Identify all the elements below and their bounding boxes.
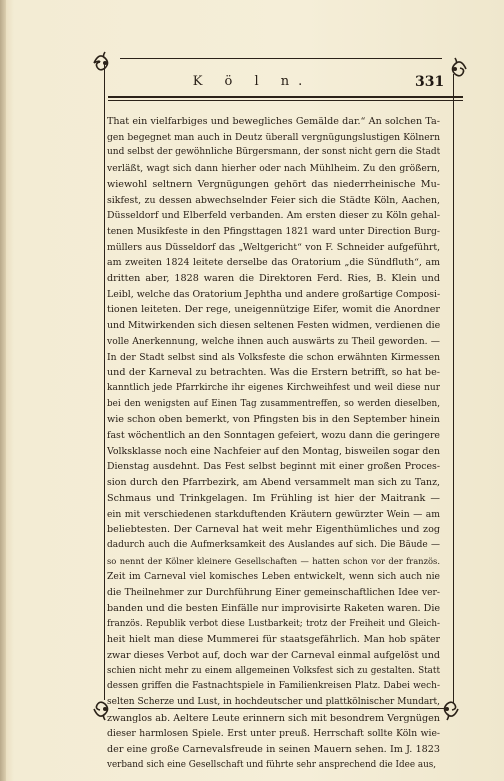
- text-line: ein mit verschiedenen starkduftenden Kräutern gewürzter Wein — am: [107, 508, 440, 520]
- text-line: In der Stadt selbst sind als Volksfeste die schon erwähnten Kirmessen: [107, 351, 440, 363]
- text-line: gen begegnet man auch in Deutz überall vergnügungslustigen Kölnern: [107, 131, 440, 143]
- text-line: französ. Republik verbot diese Lustbarkeit; trotz der Freiheit und Gleich-: [107, 618, 440, 629]
- text-line: beliebtesten. Der Carneval hat weit mehr Eigenthümliches und zog: [107, 524, 440, 536]
- top-rule: [108, 96, 463, 98]
- text-line: dadurch auch die Aufmerksamkeit des Auslandes auf sich. Die Bäude —: [107, 539, 440, 550]
- text-line: That ein vielfarbiges und bewegliches Gemälde dar.“ An solchen Ta-: [107, 116, 440, 127]
- right-rule: [453, 74, 454, 704]
- text-line: zwanglos ab. Aeltere Leute erinnern sich mit besondrem Vergnügen: [107, 712, 440, 724]
- running-head-title: K ö l n.: [192, 74, 312, 89]
- body-text: [107, 114, 440, 774]
- text-line: der eine große Carnevalsfreude in seinen Mauern sehen. Im J. 1823: [107, 744, 440, 756]
- text-line: verläßt, wagt sich dann hierher oder nach Mühlheim. Zu den größern,: [107, 163, 440, 175]
- text-line: sion durch den Pfarrbezirk, am Abend versammelt man sich zu Tanz,: [107, 477, 440, 489]
- text-line: zwar dieses Verbot auf, doch war der Carneval einmal aufgelöst und: [107, 649, 440, 661]
- text-line: dessen griffen die Fastnachtspiele in Familienkreisen Platz. Dabei wech-: [107, 681, 440, 692]
- text-line: so nennt der Kölner kleinere Gesellschaften — hatten schon vor der französ.: [107, 555, 440, 566]
- text-line: kanntlich jede Pfarrkirche ihr eigenes Kirchweihfest und weil diese nur: [107, 382, 440, 393]
- text-line: und der Karneval zu betrachten. Was die Erstern betrifft, so hat be-: [107, 367, 440, 379]
- text-line: Düsseldorf und Elberfeld verbanden. Am ersten dieser zu Köln gehal-: [107, 210, 440, 222]
- text-line: Zeit im Carneval viel komisches Leben entwickelt, wenn sich auch nie: [107, 571, 440, 583]
- text-line: schien nicht mehr zu einem allgemeinen Volksfest sich zu gestalten. Statt: [107, 665, 440, 676]
- top-rule-thin: [108, 100, 463, 101]
- text-line: tenen Musikfeste in den Pfingsttagen 1821 ward unter Direction Burg-: [107, 225, 440, 237]
- text-line: wiewohl seltnern Vergnügungen gehört das niederrheinische Mu-: [107, 178, 440, 190]
- text-line: tionen leiteten. Der rege, uneigennützige Eifer, womit die Anordner: [107, 304, 440, 316]
- text-line: und selbst der gewöhnliche Bürgersmann, der sonst nicht gern die Stadt: [107, 147, 440, 158]
- page-number: 331: [415, 74, 445, 90]
- text-line: und Mitwirkenden sich diesen seltenen Festen widmen, verdienen die: [107, 320, 440, 332]
- text-line: sikfest, zu dessen abwechselnder Feier sich die Städte Köln, Aachen,: [107, 194, 440, 206]
- text-line: Dienstag ausdehnt. Das Fest selbst beginnt mit einer großen Proces-: [107, 461, 440, 473]
- text-line: selten Scherze und Lust, in hochdeutscher und plattkölnischer Mundart,: [107, 697, 440, 708]
- text-line: Volksklasse noch eine Nachfeier auf den Montag, bisweilen sogar den: [107, 445, 440, 457]
- left-rule-top: [120, 58, 442, 59]
- text-line: dritten aber, 1828 waren die Direktoren Ferd. Ries, B. Klein und: [107, 273, 440, 285]
- left-rule: [104, 62, 105, 700]
- text-line: fast wöchentlich an den Sonntagen gefeiert, wozu dann die geringere: [107, 430, 440, 442]
- text-line: Leibl, welche das Oratorium Jephtha und andere großartige Composi-: [107, 288, 440, 300]
- text-line: müllers aus Düsseldorf das „Weltgericht“ von F. Schneider aufgeführt,: [107, 241, 440, 253]
- text-line: verband sich eine Gesellschaft und führte sehr ansprechend die Idee aus,: [107, 759, 437, 770]
- text-line: die Theilnehmer zur Durchführung Einer gemeinschaftlichen Idee ver-: [107, 587, 440, 599]
- book-spine-shadow: [0, 0, 6, 781]
- text-line: banden und die besten Einfälle nur improvisirte Raketen waren. Die: [107, 602, 440, 614]
- text-line: wie schon oben bemerkt, von Pfingsten bis in den September hinein: [107, 414, 440, 426]
- text-line: am zweiten 1824 leitete derselbe das Oratorium „die Sündfluth“, am: [107, 257, 440, 269]
- ornament-corner-top-left-icon: [92, 50, 118, 76]
- text-line: heit hielt man diese Mummerei für staatsgefährlich. Man hob später: [107, 634, 440, 646]
- text-line: Schmaus und Trinkgelagen. Im Frühling ist hier der Maitrank —: [107, 492, 440, 504]
- text-line: volle Anerkennung, welche ihnen auch auswärts zu Theil geworden. —: [107, 335, 440, 347]
- text-line: dieser harmlosen Spiele. Erst unter preuß. Herrschaft sollte Köln wie-: [107, 728, 440, 740]
- text-line: bei den wenigsten auf Einen Tag zusammentreffen, so werden dieselben,: [107, 398, 440, 409]
